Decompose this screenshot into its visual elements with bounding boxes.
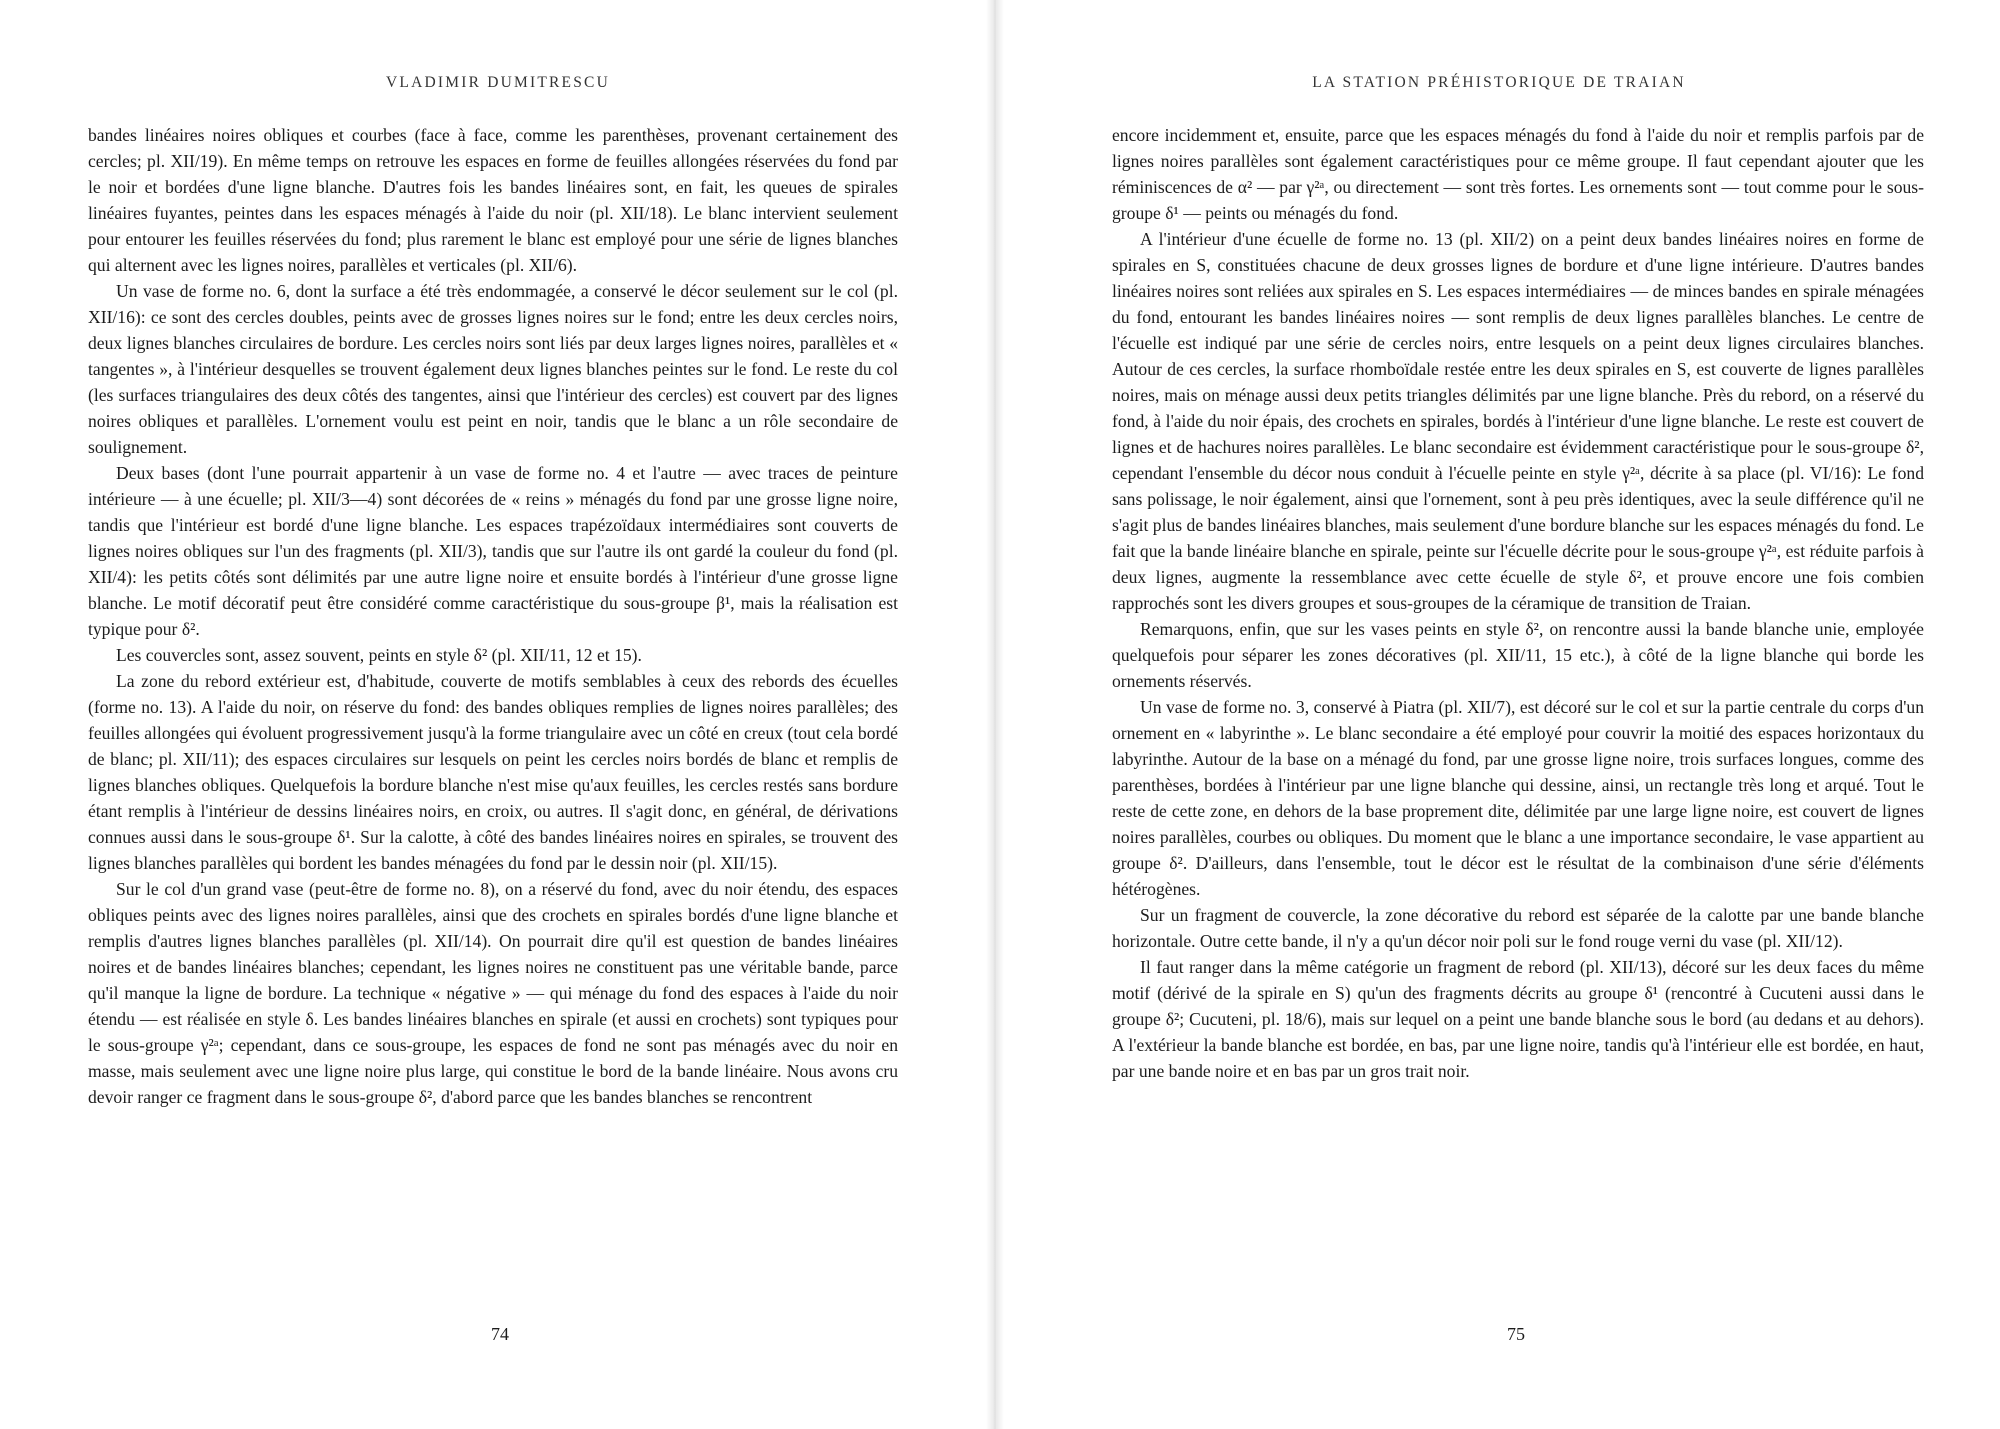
right-page xyxy=(1004,0,2000,1429)
paragraph: La zone du rebord extérieur est, d'habitude, couverte de motifs semblables à ceux des rebords des écuelles (forme no. 13). A l'aide du noir, on réserve du fond: des bandes obliques remplies de lignes noires parallèles; des feuilles allongées qui évoluent progressivement jusqu'à la forme triangulaire avec un côté en creux (tout cela bordé de blanc; pl. XII/11); des espaces circulaires sur lesquels on peint les cercles noirs bordés de blanc et remplis de lignes blanches obliques. Quelquefois la bordure blanche n'est mise qu'aux feuilles, les cercles restés sans bordure étant remplis à l'intérieur de dessins linéaires noirs, en croix, ou autres. Il s'agit donc, en général, de dérivations connues aussi dans le sous-groupe δ¹. Sur la calotte, à côté des bandes linéaires noires en spirales, se trouvent des lignes blanches parallèles qui bordent les bandes ménagées du fond par le dessin noir (pl. XII/15). xyxy=(88,671,898,873)
paragraph: Sur le col d'un grand vase (peut-être de forme no. 8), on a réservé du fond, avec du noir étendu, des espaces obliques peints avec des lignes noires parallèles, ainsi que des crochets en spirales bordés d'une ligne blanche et remplis d'autres lignes blanches parallèles (pl. XII/14). On pourrait dire qu'il est question de bandes linéaires noires et de bandes linéaires blanches; cependant, les lignes noires ne constituent pas une véritable bande, parce qu'il manque la ligne de bordure. La technique « négative » — qui ménage du fond des espaces à l'aide du noir étendu — est réalisée en style δ. Les bandes linéaires blanches en spirale (et aussi en crochets) sont typiques pour le sous-groupe γ²ᵃ; cependant, dans ce sous-groupe, les espaces de fond ne sont pas ménagés avec du noir en masse, mais seulement avec une ligne noire plus large, qui constitue le bord de la bande linéaire. Nous avons cru devoir ranger ce fragment dans le sous-groupe δ², d'abord parce que les bandes blanches se rencontrent xyxy=(88,879,898,1107)
page-number-left: 74 xyxy=(491,1324,509,1344)
paragraph: Un vase de forme no. 3, conservé à Piatra (pl. XII/7), est décoré sur le col et sur la partie centrale du corps d'un ornement en « labyrinthe ». Le blanc secondaire a été employé pour couvrir la moitié des espaces horizontaux du labyrinthe. Autour de la base on a ménagé du fond, par une grosse ligne noire, trois surfaces longues, comme des parenthèses, bordées à l'intérieur par une ligne blanche qui dessine, ainsi, un rectangle très long et arqué. Tout le reste de cette zone, en dehors de la base proprement dite, délimitée par une large ligne noire, est couvert de lignes noires parallèles, courbes ou obliques. Du moment que le blanc a une importance secondaire, le vase appartient au groupe δ². D'ailleurs, dans l'ensemble, tout le décor est le résultat de la combinaison d'une série d'éléments hétérogènes. xyxy=(1112,697,1924,899)
paragraph: A l'intérieur d'une écuelle de forme no. 13 (pl. XII/2) on a peint deux bandes linéaires noires en forme de spirales en S, constituées chacune de deux grosses lignes de bordure et d'une ligne intérieure. D'autres bandes linéaires noires sont reliées aux spirales en S. Les espaces intermédiaires — de minces bandes en spirale ménagées du fond, entourant les bandes linéaires noires — sont remplis de deux lignes parallèles blanches. Le centre de l'écuelle est indiqué par une série de cercles noirs, entre lesquels on a peint deux lignes circulaires blanches. Autour de ces cercles, la surface rhomboïdale restée entre les deux spirales en S, est couverte de lignes parallèles noires, mais on ménage aussi deux petits triangles délimités par une ligne blanche. Près du rebord, on a réservé du fond, à l'aide du noir épais, des crochets en spirales, bordés à l'intérieur d'une ligne blanche. Le reste est couvert de lignes et de hachures noires parallèles. Le blanc secondaire est évidemment caractéristique pour le sous-groupe δ², cependant l'ensemble du décor nous conduit à l'écuelle peinte en style γ²ᵃ, décrite à sa place (pl. VI/16): Le fond sans polissage, le noir également, ainsi que l'ornement, sont à peu près identiques, avec la seule différence qu'il ne s'agit plus de bandes linéaires blanches, mais seulement d'une bordure blanche sur les espaces ménagés du fond. Le fait que la bande linéaire blanche en spirale, peinte sur l'écuelle décrite pour le sous-groupe γ²ᵃ, est réduite parfois à deux lignes, augmente la ressemblance avec cette écuelle de style δ², et prouve encore une fois combien rapprochés sont les divers groupes et sous-groupes de la céramique de transition de Traian. xyxy=(1112,229,1924,613)
right-page-body xyxy=(1112,122,1924,1084)
paragraph: encore incidemment et, ensuite, parce que les espaces ménagés du fond à l'aide du noir et remplis parfois par de lignes noires parallèles sont également caractéristiques pour ce même groupe. Il faut cependant ajouter que les réminiscences de α² — par γ²ᵃ, ou directement — sont très fortes. Les ornements sont — tout comme pour le sous-groupe δ¹ — peints ou ménagés du fond. xyxy=(1112,125,1924,223)
running-head-left: VLADIMIR DUMITRESCU xyxy=(386,74,610,91)
paragraph: Sur un fragment de couvercle, la zone décorative du rebord est séparée de la calotte par une bande blanche horizontale. Outre cette bande, il n'y a qu'un décor noir poli sur le fond rouge verni du vase (pl. XII/12). xyxy=(1112,905,1924,951)
page-number-right: 75 xyxy=(1507,1324,1525,1344)
paragraph: Remarquons, enfin, que sur les vases peints en style δ², on rencontre aussi la bande blanche unie, employée quelquefois pour séparer les zones décoratives (pl. XII/11, 15 etc.), à côté de la ligne blanche qui borde les ornements réservés. xyxy=(1112,619,1924,691)
paragraph: bandes linéaires noires obliques et courbes (face à face, comme les parenthèses, provenant certainement des cercles; pl. XII/19). En même temps on retrouve les espaces en forme de feuilles allongées réservées du fond par le noir et bordées d'une ligne blanche. D'autres fois les bandes linéaires sont, en fait, les queues de spirales linéaires fuyantes, peintes dans les espaces ménagés à l'aide du noir (pl. XII/18). Le blanc intervient seulement pour entourer les feuilles réservées du fond; plus rarement le blanc est employé pour une série de lignes blanches qui alternent avec les lignes noires, parallèles et verticales (pl. XII/6). xyxy=(88,125,898,275)
running-head-right: LA STATION PRÉHISTORIQUE DE TRAIAN xyxy=(1312,74,1686,91)
paragraph: Un vase de forme no. 6, dont la surface a été très endommagée, a conservé le décor seulement sur le col (pl. XII/16): ce sont des cercles doubles, peints avec de grosses lignes noires sur le fond; entre les deux cercles noirs, deux lignes blanches circulaires de bordure. Les cercles noirs sont liés par deux larges lignes noires, parallèles et « tangentes », à l'intérieur desquelles se trouvent également deux lignes blanches peintes sur le fond. Le reste du col (les surfaces triangulaires des deux côtés des tangentes, ainsi que l'intérieur des cercles) est couvert par des lignes noires obliques et parallèles. L'ornement voulu est peint en noir, tandis que le blanc a un rôle secondaire de soulignement. xyxy=(88,281,898,457)
paragraph: Les couvercles sont, assez souvent, peints en style δ² (pl. XII/11, 12 et 15). xyxy=(116,645,642,665)
left-page xyxy=(0,0,986,1429)
paragraph: Deux bases (dont l'une pourrait appartenir à un vase de forme no. 4 et l'autre — avec traces de peinture intérieure — à une écuelle; pl. XII/3—4) sont décorées de « reins » ménagés du fond par une grosse ligne noire, tandis que l'intérieur est bordé d'une ligne blanche. Les espaces trapézoïdaux intermédiaires sont couverts de lignes noires obliques sur l'un des fragments (pl. XII/3), tandis que sur l'autre ils ont gardé la couleur du fond (pl. XII/4): les petits côtés sont délimités par une autre ligne noire et ensuite bordés à l'intérieur d'une grosse ligne blanche. Le motif décoratif peut être considéré comme caractéristique du sous-groupe β¹, mais la réalisation est typique pour δ². xyxy=(88,463,898,639)
left-page-body xyxy=(88,122,898,1110)
paragraph: Il faut ranger dans la même catégorie un fragment de rebord (pl. XII/13), décoré sur les deux faces du même motif (dérivé de la spirale en S) qu'un des fragments décrits au groupe δ¹ (rencontré à Cucuteni aussi dans le groupe δ²; Cucuteni, pl. 18/6), mais sur lequel on a peint une bande blanche sous le bord (au dedans et au dehors). A l'extérieur la bande blanche est bordée, en bas, par une ligne noire, tandis qu'à l'intérieur elle est bordée, en haut, par une bande noire et en bas par un gros trait noir. xyxy=(1112,957,1924,1081)
book-gutter xyxy=(986,0,1004,1429)
